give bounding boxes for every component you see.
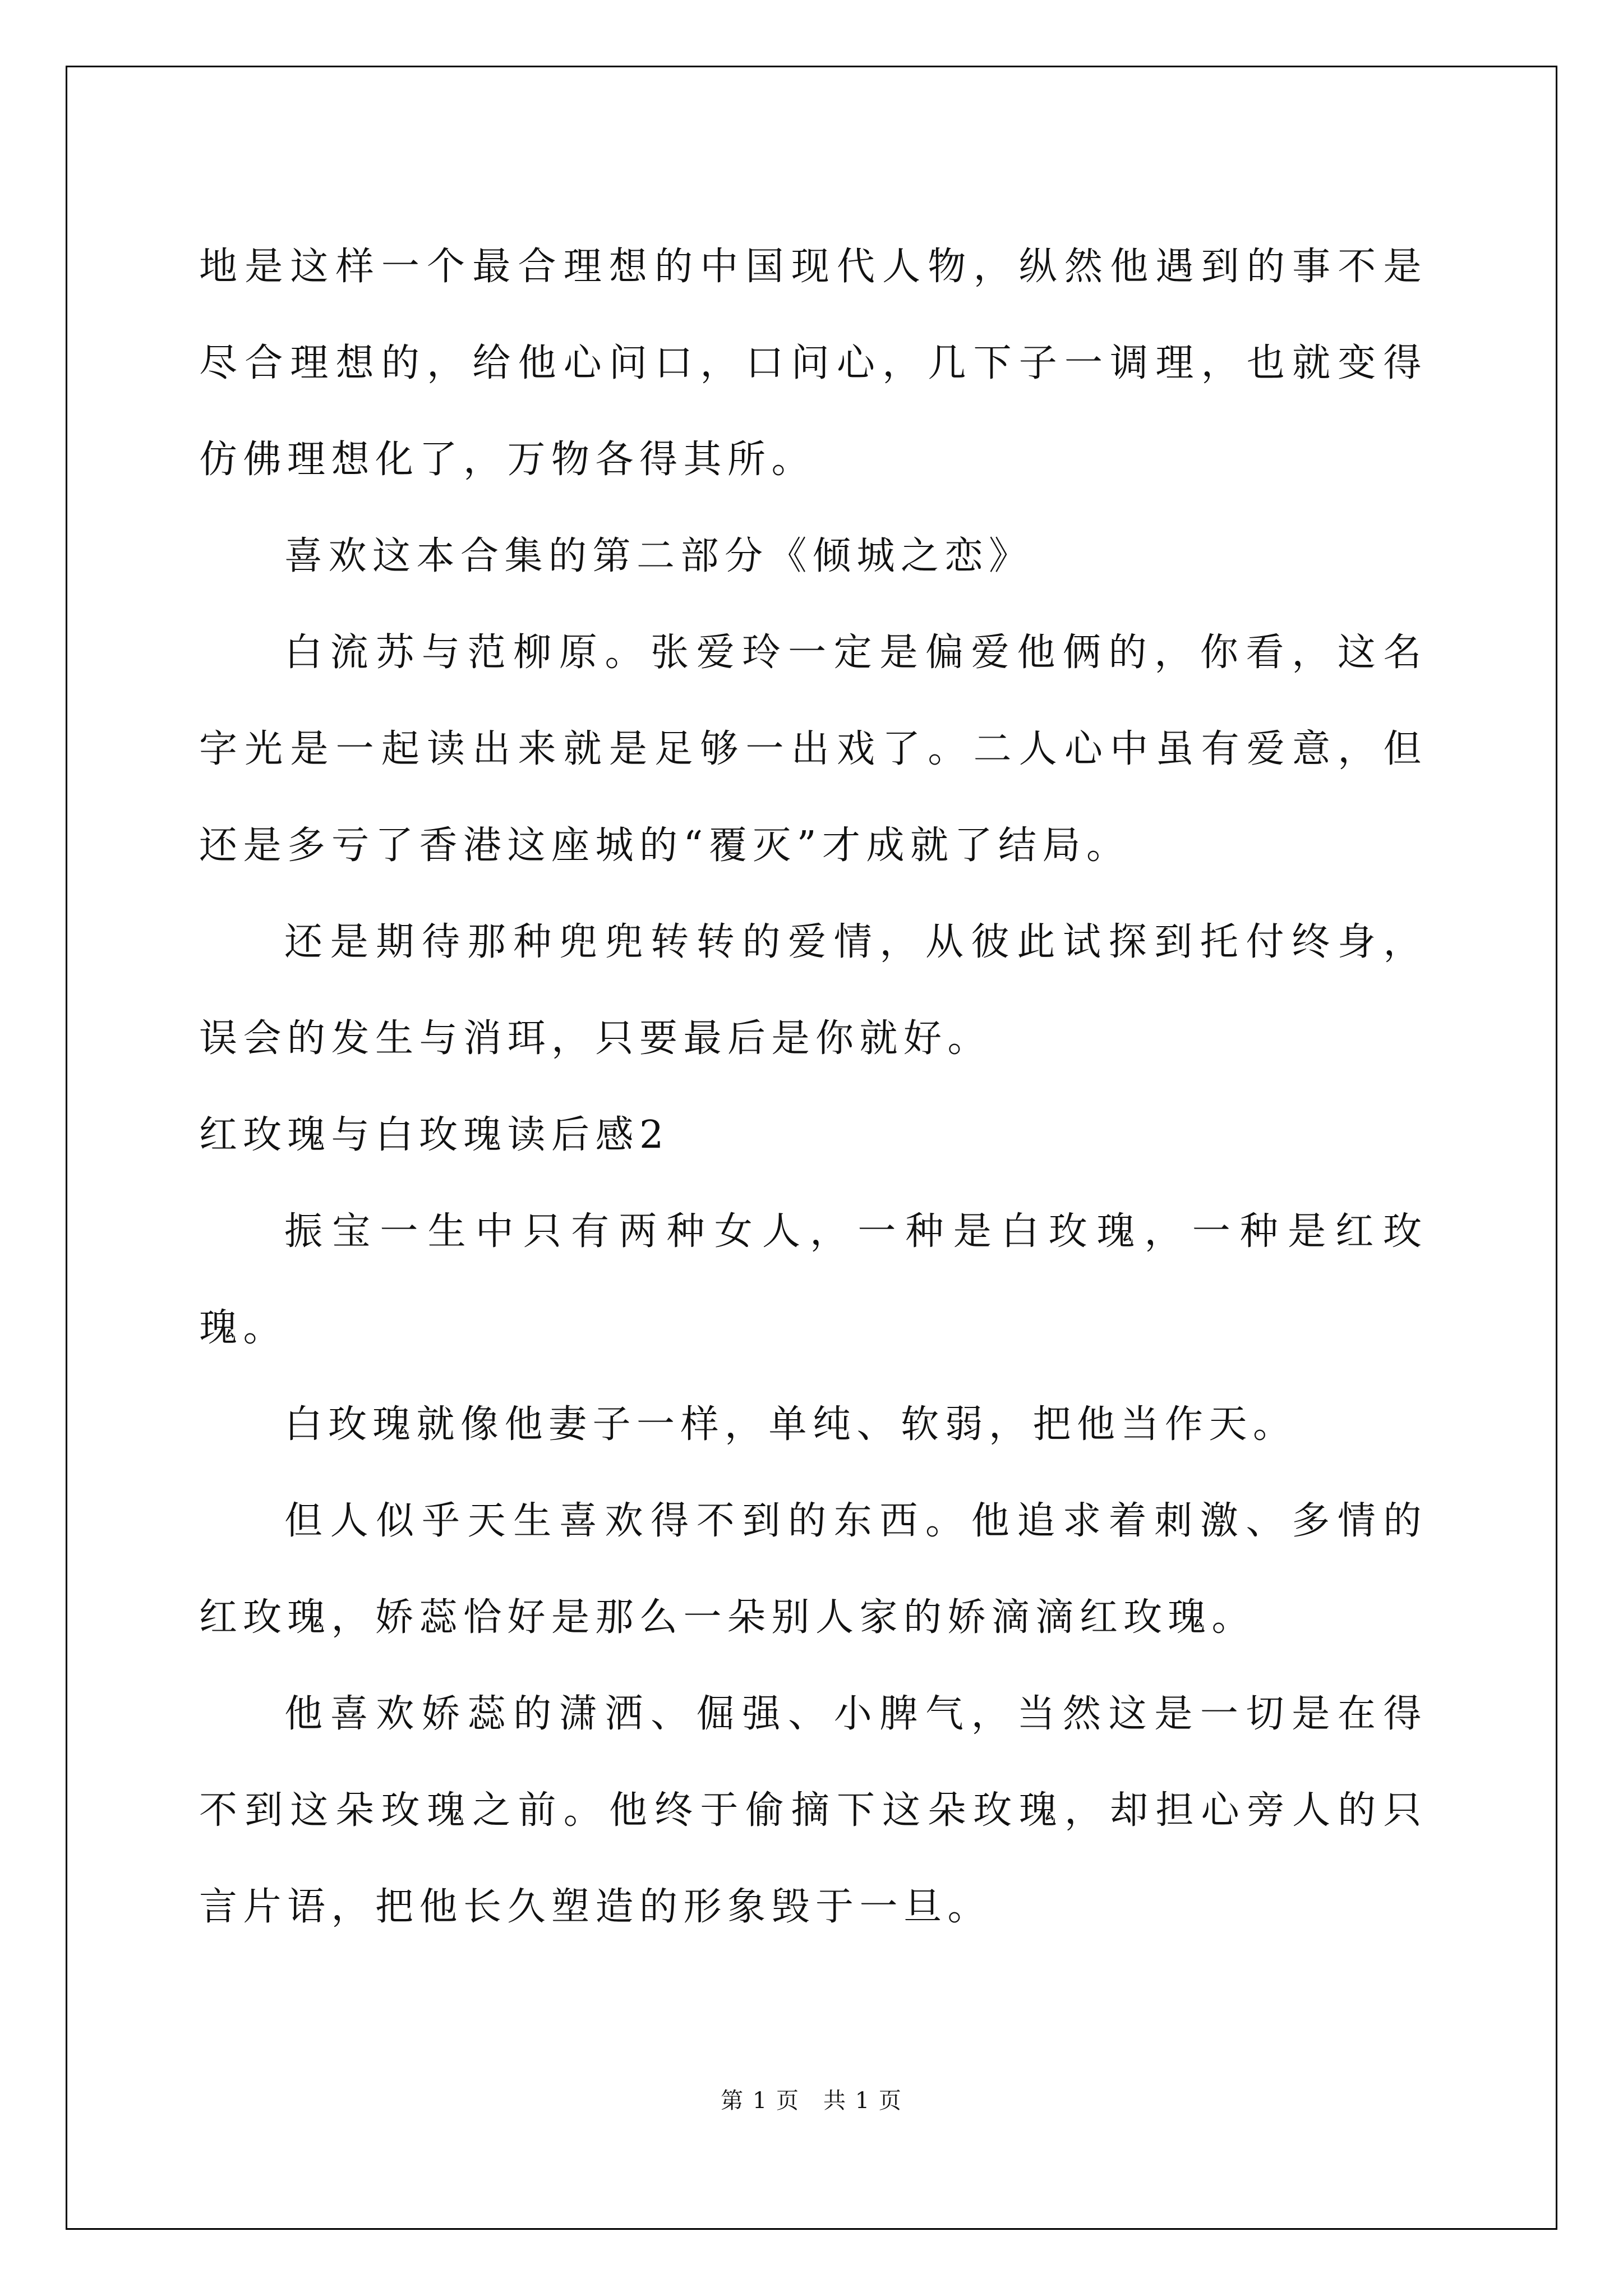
paragraph-red-rose: 但人似乎天生喜欢得不到的东西。他追求着刺激、多情的红玫瑰，娇蕊恰好是那么一朵别人家的娇滴滴红玫瑰。 — [199, 1499, 1427, 1640]
paragraph-jiaorui: 他喜欢娇蕊的潇洒、倔强、小脾气，当然这是一切是在得不到这朵玫瑰之前。他终于偷摘下这朵玫瑰，却担心旁人的只言片语，把他长久塑造的形象毁于一旦。 — [199, 1692, 1427, 1929]
paragraph-white-rose: 白玫瑰就像他妻子一样，单纯、软弱，把他当作天。 — [284, 1402, 1297, 1447]
paragraph-continuation: 地是这样一个最合理想的中国现代人物，纵然他遇到的事不是尽合理想的，给他心问口，口问心，几下子一调理，也就变得仿佛理想化了，万物各得其所。 — [199, 245, 1427, 482]
paragraph-love-story: 还是期待那种兜兜转转的爱情，从彼此试探到托付终身，误会的发生与消珥，只要最后是你就好。 — [199, 920, 1427, 1061]
paragraph-bai-liusu: 白流苏与范柳原。张爱玲一定是偏爱他俩的，你看，这名字光是一起读出来就是足够一出戏了。二人心中虽有爱意，但还是多亏了香港这座城的“覆灭”才成就了结局。 — [199, 631, 1427, 868]
section-heading: 红玫瑰与白玫瑰读后感2 — [199, 1113, 670, 1157]
document-body — [199, 219, 1427, 1955]
page-number-footer: 第 1 页 共 1 页 — [721, 2088, 902, 2114]
paragraph-zhenbao: 振宝一生中只有两种女人，一种是白玫瑰，一种是红玫瑰。 — [199, 1209, 1427, 1350]
paragraph-intro-qingcheng: 喜欢这本合集的第二部分《倾城之恋》 — [284, 534, 1033, 578]
